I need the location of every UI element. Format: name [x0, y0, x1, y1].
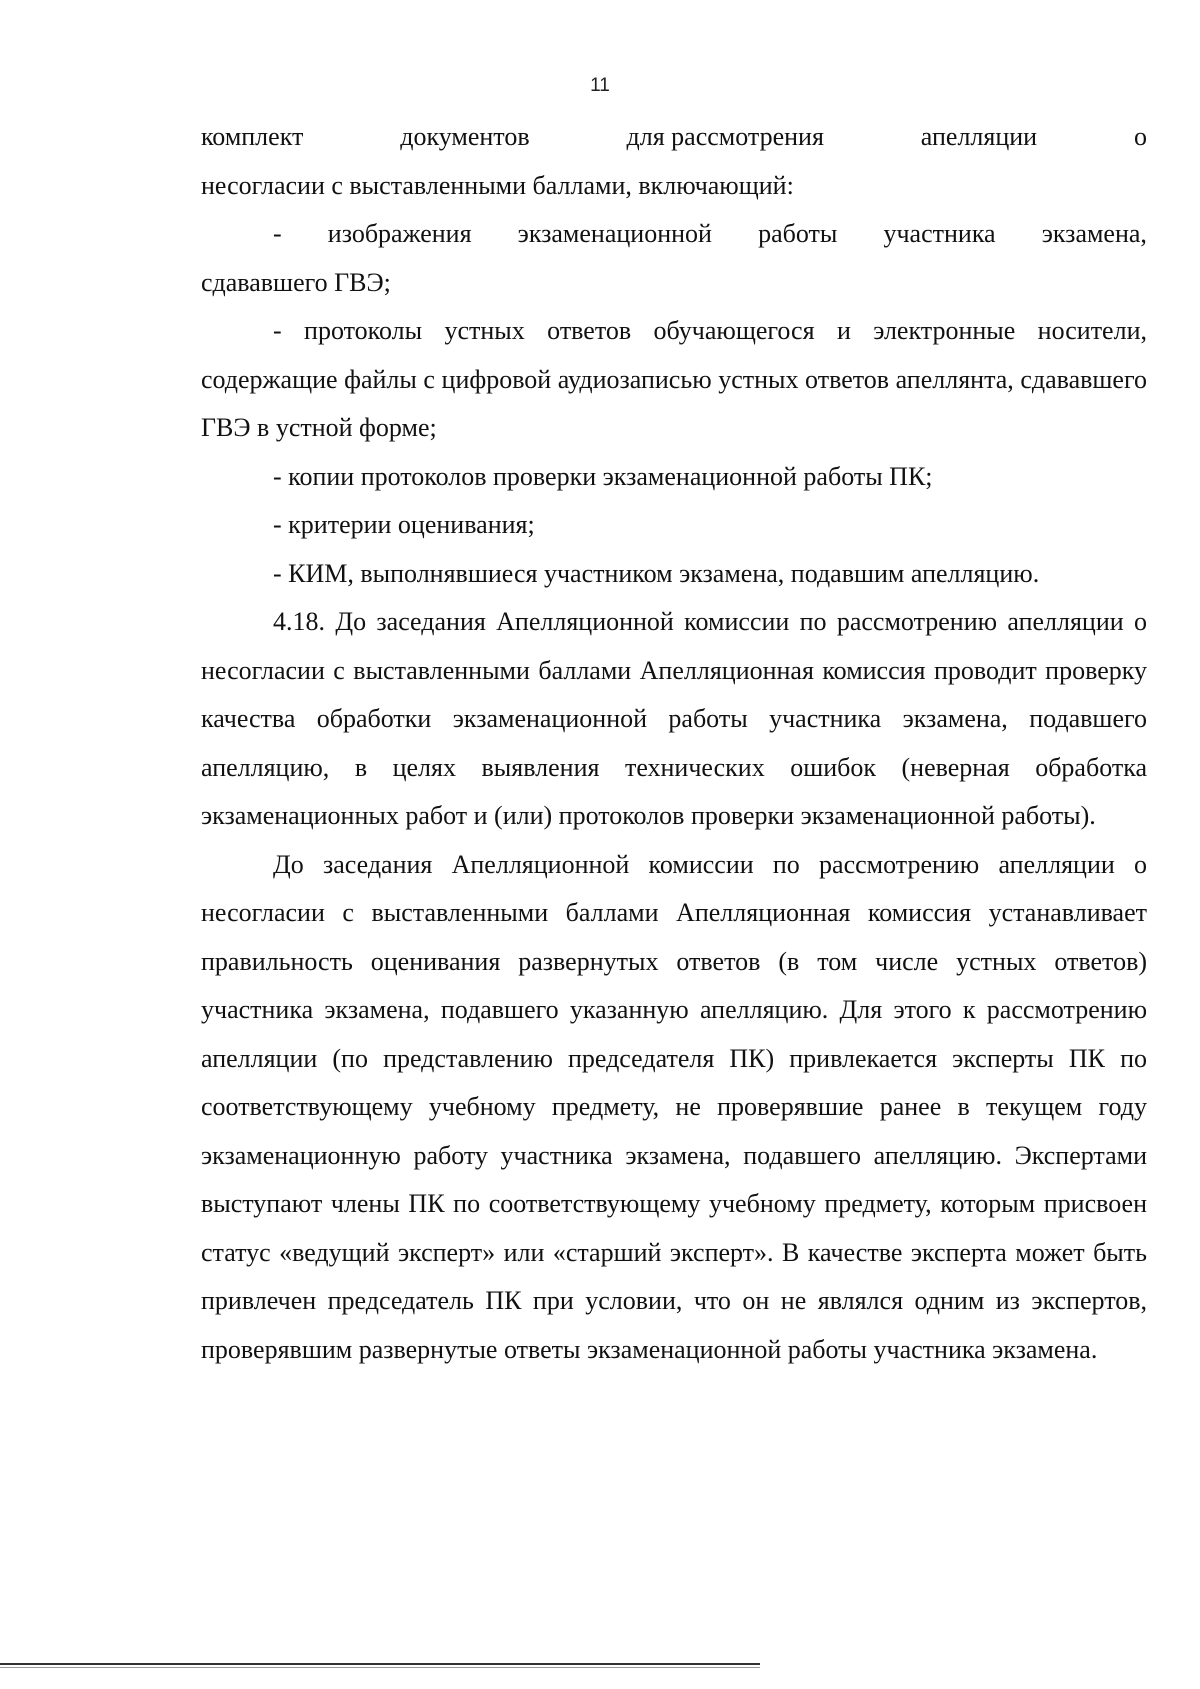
word: документов [400, 122, 530, 151]
paragraph-experts: До заседания Апелляционной комиссии по рассмотрению апелляции о несогласии с выставленными баллами Апелляционная комиссия устанавливает правильность оценивания развернутых ответов (в том числе устных ответов) участника экзамена, подавшего указанную апелляцию. Для этого к рассмотрению апелляции (по представлению председателя ПК) привлекается эксперты ПК по соответствующему учебному предмету, не проверявшие ранее в текущем году экзаменационную работу участника экзамена, подавшего апелляцию. Экспертами выступают члены ПК по соответствующему учебному предмету, которым присвоен статус «ведущий эксперт» или «старший эксперт». В качестве эксперта может быть привлечен председатель ПК при условии, что он не являлся одним из экспертов, проверявшим развернутые ответы экзаменационной работы участника экзамена. [201, 849, 1147, 1364]
word: для рассмотрения [626, 122, 824, 151]
word: экзаменационной [517, 219, 712, 248]
word: изображения [327, 219, 472, 248]
list-item-5: - КИМ, выполнявшиеся участником экзамена, подавшим апелляцию. [273, 558, 1040, 588]
word: экзамена, [1041, 219, 1147, 248]
word: работы [758, 219, 838, 248]
list-item-2: - протоколы устных ответов обучающегося и электронные носители, содержащие файлы с цифровой аудиозаписью устных ответов апеллянта, сдававшего ГВЭ в устной форме; [201, 316, 1147, 442]
word: комплект [201, 122, 304, 151]
list-item-1-continuation: сдававшего ГВЭ; [201, 267, 391, 297]
word: - [273, 219, 282, 248]
word: о [1134, 122, 1147, 151]
list-item-4: - критерии оценивания; [273, 510, 535, 539]
list-item-3: - копии протоколов проверки экзаменационной работы ПК; [273, 461, 933, 491]
paragraph-continuation: несогласии с выставленными баллами, включающий: [201, 170, 794, 200]
page-bottom-edge [0, 1663, 760, 1665]
word: апелляции [920, 122, 1038, 151]
page-bottom-edge-shadow [0, 1667, 760, 1668]
list-item-1-first-line [201, 210, 1147, 259]
page-number: 11 [590, 75, 610, 96]
paragraph-4-18: 4.18. До заседания Апелляционной комиссии по рассмотрению апелляции о несогласии с выставленными баллами Апелляционная комиссия проводит проверку качества обработки экзаменационной работы участника экзамена, подавшего апелляцию, в целях выявления технических ошибок (неверная обработка экзаменационных работ и (или) протоколов проверки экзаменационной работы). [201, 607, 1147, 830]
document-body [201, 113, 1147, 1374]
first-line [201, 113, 1147, 162]
word: участника [883, 219, 996, 248]
